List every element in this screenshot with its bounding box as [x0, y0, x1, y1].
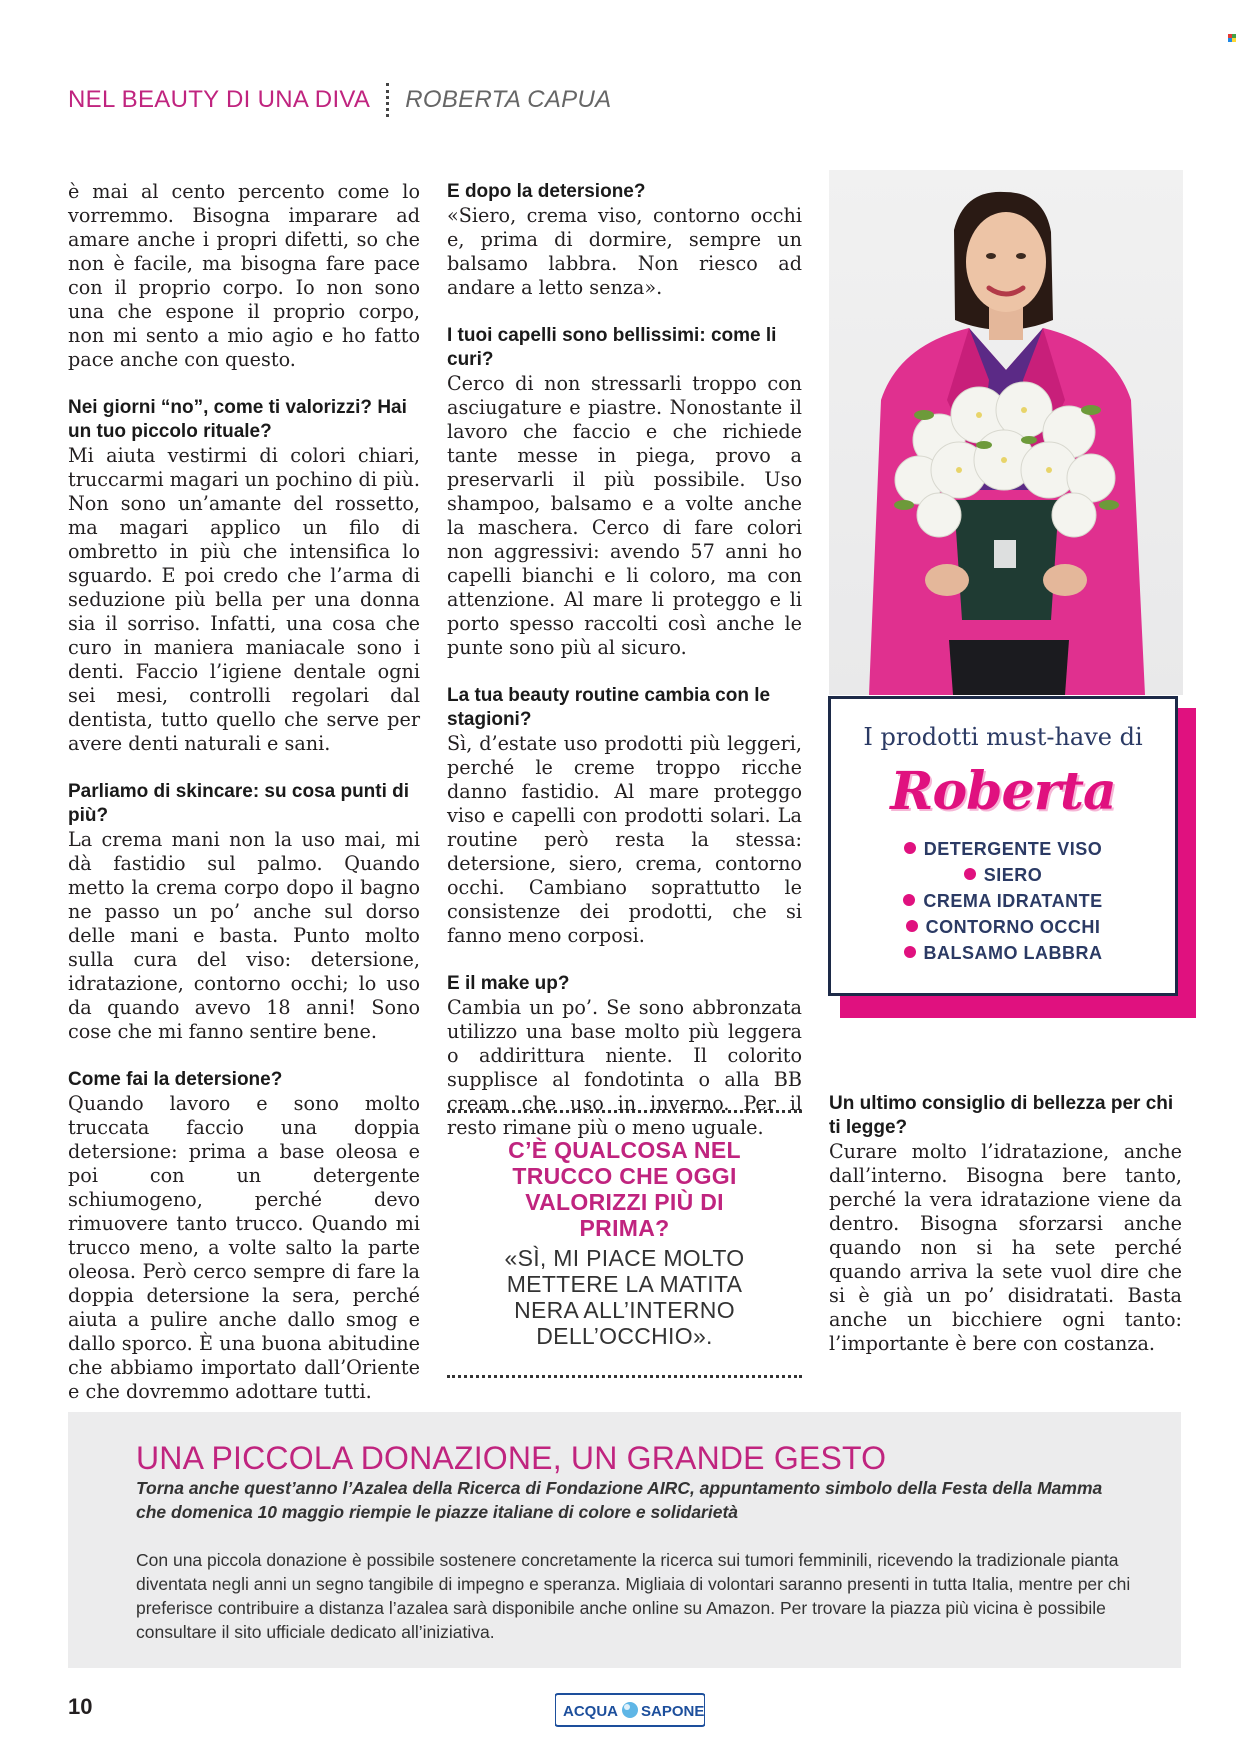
interview-question: E il make up?: [447, 973, 570, 994]
paragraph: è mai al cento percento come lo vorremmo. Bisogna imparare ad amare anche i propri difetti, so che non è facile, ma bisogna fare pace con il proprio corpo. Io non sono una che espone il proprio corpo, non mi sento a mio agio e ho fatto pace anche con questo.: [68, 180, 420, 371]
donation-subtitle: Torna anche quest’anno l’Azalea della Ricerca di Fondazione AIRC, appuntamento simbolo della Festa della Mamma che domenica 10 maggio riempie le piazze italiane di colore e solidarietà: [136, 1478, 1103, 1522]
paragraph: Sì, d’estate uso prodotti più leggeri, perché le creme troppo ricche danno fastidio. Al mare proteggo viso e capelli con prodotti solari. La routine però resta la stessa: detersione, siero, crema, contorno occhi. Cambiano soprattutto le consistenze dei prodotti, che si fanno meno corposi.: [447, 732, 802, 947]
section-name: ROBERTA CAPUA: [405, 86, 612, 113]
bullet-dot: [904, 842, 916, 854]
paragraph: «Siero, crema viso, contorno occhi e, prima di dormire, sempre un balsamo labbra. Non riesco ad andare a letto senza».: [447, 204, 802, 299]
dotted-rule-top: [447, 1110, 802, 1113]
paragraph: Mi aiuta vestirmi di colori chiari, truccarmi magari un pochino di più. Non sono un’amante del rossetto, ma magari applico un filo di ombretto in più che intensifica lo sguardo. E poi credo che l’arma di seduzione più bella per una donna sia il sorriso. Infatti, una cosa che curo in maniera maniacale sono i denti. Faccio l’igiene dentale ogni sei mesi, controlli regolari dal dentista, tutto quello che serve per avere denti naturali e sani.: [68, 444, 420, 755]
bullet-dot: [904, 946, 916, 958]
dotted-rule-bottom: [447, 1375, 802, 1378]
article-column-1: [68, 180, 420, 1404]
products-box-title: I prodotti must-have di: [863, 723, 1143, 751]
product-item: CREMA IDRATANTE: [831, 888, 1175, 914]
article-column-3: [829, 1092, 1182, 1356]
pull-quote-question: C’È QUALCOSA NEL TRUCCO CHE OGGI VALORIZZI PIÙ DI PRIMA?: [508, 1137, 741, 1241]
bullet-dot: [964, 868, 976, 880]
interview-question: Come fai la detersione?: [68, 1069, 283, 1090]
donation-text: Con una piccola donazione è possibile sostenere concretamente la ricerca sui tumori femminili, ricevendo la tradizionale pianta diventata negli anni un segno tangibile di impegno e speranza. Migliaia di volontari saranno presenti in tutta Italia, mentre per chi preferisce contribuire a distanza l’azalea sarà disponibile anche online su Amazon. Per trovare la piazza più vicina è possibile consultare il sito ufficiale dedicato all’iniziativa.: [136, 1550, 1131, 1642]
bullet-dot: [906, 920, 918, 932]
paragraph: Cerco di non stressarli troppo con asciugature e piastre. Nonostante il lavoro che faccio e che richiede tante messe in piega, provo a preservarli il più possibile. Uso shampoo, balsamo e a volte anche la maschera. Cerco di fare colori non aggressivi: avendo 57 anni ho capelli bianchi e li coloro, ma con attenzione. Al mare li proteggo e li porto spesso raccolti così anche le punte sono più al sicuro.: [447, 372, 802, 659]
products-box-name: Roberta: [890, 761, 1116, 822]
interview-question: Nei giorni “no”, come ti valorizzi? Hai un tuo piccolo rituale?: [68, 397, 407, 442]
interview-question: I tuoi capelli sono bellissimi: come li curi?: [447, 325, 777, 370]
acqua-sapone-logo: [555, 1692, 705, 1728]
page-header: [68, 80, 611, 120]
portrait-photo: [829, 170, 1183, 695]
product-item: BALSAMO LABBRA: [831, 940, 1175, 966]
interview-question: Un ultimo consiglio di bellezza per chi ti legge?: [829, 1093, 1174, 1138]
paragraph: Cambia un po’. Se sono abbronzata utilizzo una base molto più leggera o addirittura niente. Il colorito supplisce al fondotinta o alla BB cream che uso in inverno. Per il resto rimane più o meno uguale.: [447, 996, 802, 1139]
svg-text:ACQUA: ACQUA: [563, 1703, 618, 1720]
svg-text:SAPONE: SAPONE: [641, 1703, 705, 1720]
header-separator: [386, 83, 389, 117]
product-item: CONTORNO OCCHI: [831, 914, 1175, 940]
interview-question: Parliamo di skincare: su cosa punti di più?: [68, 781, 410, 826]
interview-question: E dopo la detersione?: [447, 181, 646, 202]
corner-color-mark: [1228, 34, 1238, 42]
paragraph: Quando lavoro e sono molto truccata faccio una doppia detersione: prima a base oleosa e poi con un detergente schiumogeno, perché devo rimuovere tanto trucco. Quando mi trucco meno, a volte salto la parte oleosa. Però cerco sempre di fare la doppia detersione la sera, perché aiuta a pulire anche dallo smog e dallo sporco. È una buona abitudine che abbiamo importato dall’Oriente e che dovremmo adottare tutti.: [68, 1092, 420, 1403]
donation-box: [68, 1412, 1181, 1668]
article-column-2: [447, 180, 802, 1140]
products-box: [828, 696, 1178, 996]
page-number: 10: [68, 1694, 93, 1719]
paragraph: Curare molto l’idratazione, anche dall’interno. Bisogna bere tanto, perché la vera idratazione viene da dentro. Bisogna sforzarsi anche quando non si ha sete perché quando arriva la sete vuol dire che si è già un po’ disidratati. Basta anche un bicchiere ogni tanto: l’importante è bere con costanza.: [829, 1140, 1182, 1355]
interview-question: La tua beauty routine cambia con le stagioni?: [447, 685, 771, 730]
product-item: DETERGENTE VISO: [831, 836, 1175, 862]
donation-title: UNA PICCOLA DONAZIONE, UN GRANDE GESTO: [136, 1440, 887, 1476]
paragraph: La crema mani non la uso mai, mi dà fastidio sul palmo. Quando metto la crema corpo dopo il bagno ne passo un po’ anche sul dorso delle mani e basta. Punto molto sulla cura del viso: detersione, idratazione, contorno occhi; lo uso da quando avevo 18 anni! Sono cose che mi fanno sentire bene.: [68, 828, 420, 1043]
section-title: NEL BEAUTY DI UNA DIVA: [68, 86, 371, 113]
portrait-illustration: [829, 170, 1183, 695]
bullet-dot: [903, 894, 915, 906]
products-list: [831, 836, 1175, 966]
product-item: SIERO: [831, 862, 1175, 888]
pull-quote-answer: «SÌ, MI PIACE MOLTO METTERE LA MATITA NERA ALL’INTERNO DELL’OCCHIO».: [504, 1245, 745, 1349]
pull-quote: [447, 1110, 802, 1378]
